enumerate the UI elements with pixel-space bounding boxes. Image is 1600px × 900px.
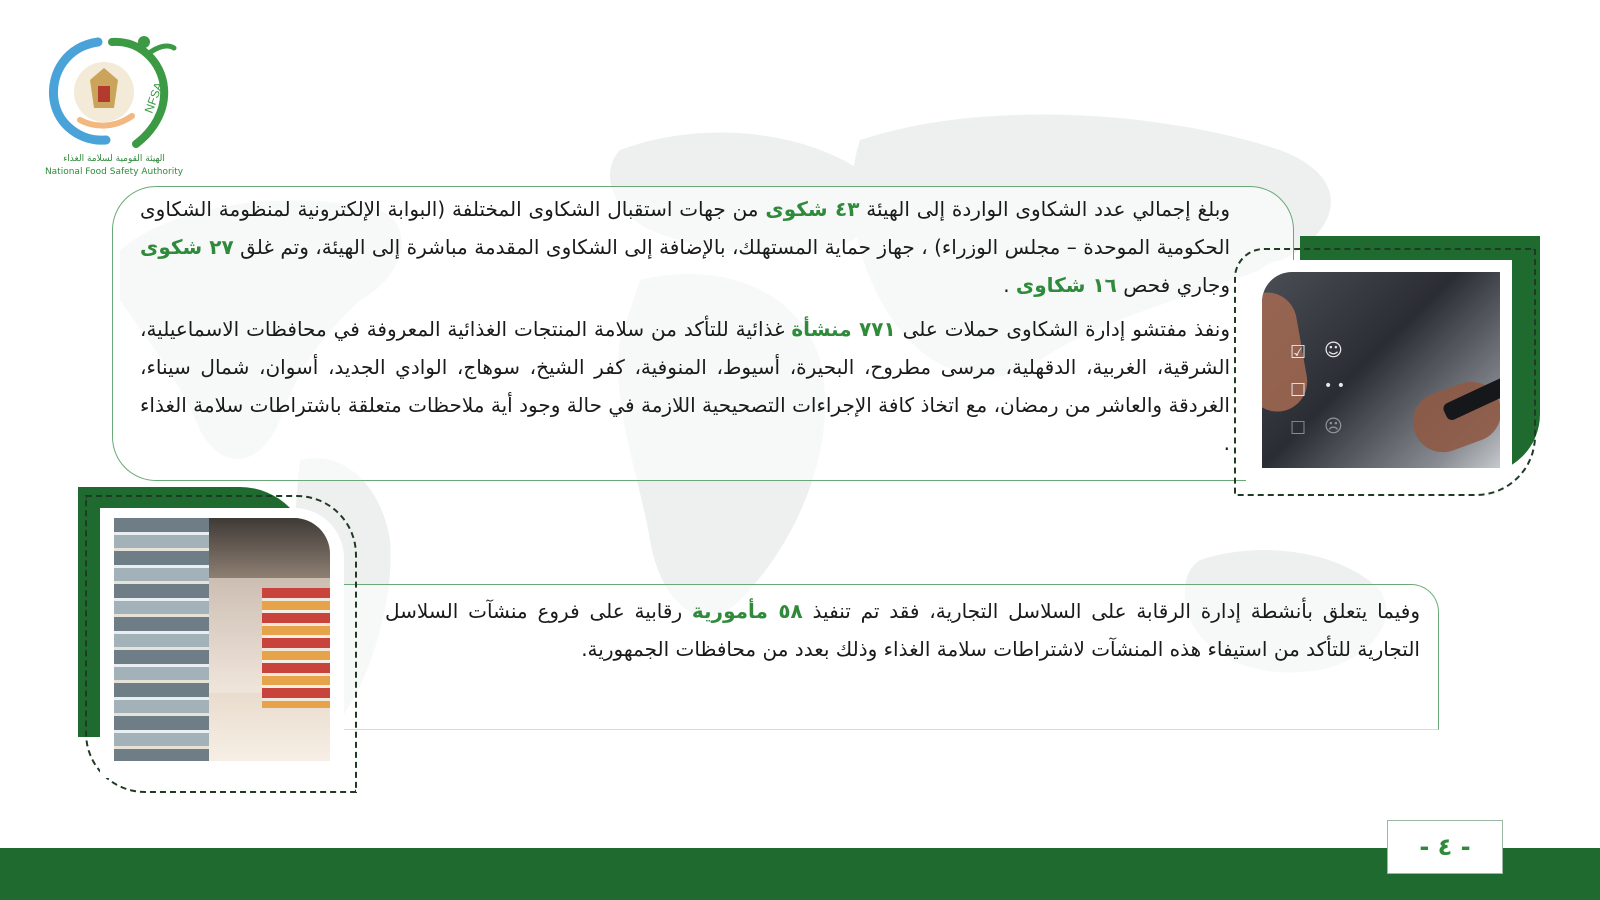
- footer-bar: [0, 848, 1600, 900]
- text-segment: وفيما يتعلق بأنشطة إدارة الرقابة على السلاسل التجارية، فقد تم تنفيذ: [802, 599, 1420, 623]
- checkbox-empty-icon: ☐: [1290, 380, 1307, 401]
- highlight-complaints-closed: ٢٧ شكوى: [140, 235, 234, 259]
- checkbox-checked-icon: ☑: [1290, 342, 1307, 363]
- highlight-facilities-count: ٧٧١ منشأة: [791, 317, 896, 341]
- logo-emblem-icon: [40, 28, 190, 153]
- feedback-photo: [1262, 272, 1500, 468]
- highlight-complaints-total: ٤٣ شكوى: [765, 197, 860, 221]
- highlight-missions-count: ٥٨ مأمورية: [691, 599, 803, 623]
- text-segment: .: [1003, 273, 1016, 297]
- text-segment: وجاري فحص: [1116, 273, 1230, 297]
- text-segment: وبلغ إجمالي عدد الشكاوى الواردة إلى الهيئة: [859, 197, 1230, 221]
- photo-shelves-right: [262, 588, 330, 708]
- logo-acronym: NFSA: [141, 80, 166, 116]
- page-number: - ٤ -: [1387, 820, 1503, 874]
- inspections-paragraph: [140, 310, 1230, 462]
- logo-name-ar: الهيئة القومية لسلامة الغذاء: [63, 154, 165, 164]
- text-segment: ونفذ مفتشو إدارة الشكاوى حملات على: [895, 317, 1230, 341]
- text-segment: رقابية على فروع منشآت السلاسل التجارية للتأكد من استيفاء هذه المنشآت لاشتراطات سلامة الغذاء وذلك بعدد من محافظات الجمهورية.: [385, 599, 1420, 661]
- commercial-chains-text: [385, 592, 1420, 668]
- complaints-paragraph: [140, 190, 1230, 304]
- text-segment: من جهات استقبال الشكاوى المختلفة (البوابة الإلكترونية لمنظومة الشكاوى الحكومية الموحدة – مجلس الوزراء) ، جهاز حماية المستهلك، بالإضافة إلى الشكاوى المقدمة مباشرة إلى الهيئة، وتم غلق: [140, 197, 1230, 259]
- photo-shelves-left: [114, 518, 209, 761]
- smile-face-icon: ☺: [1324, 340, 1343, 361]
- text-segment: غذائية للتأكد من سلامة المنتجات الغذائية المعروفة في محافظات الاسماعيلية، الشرقية، الغربية، الدقهلية، مرسى مطروح، البحيرة، أسيوط، المنوفية، كفر الشيخ، سوهاج، الوادي الجديد، أسوان، شمال سيناء، الغردقة والعاشر من رمضان، مع اتخاذ كافة الإجراءات التصحيحية اللازمة في حالة وجود أية ملاحظات متعلقة باشتراطات سلامة الغذاء .: [140, 317, 1230, 455]
- highlight-complaints-pending: ١٦ شكاوى: [1015, 273, 1117, 297]
- supermarket-photo: [114, 518, 330, 761]
- logo-name-en: National Food Safety Authority: [44, 167, 184, 177]
- checkbox-empty-icon: ☐: [1290, 418, 1307, 439]
- complaints-text: [140, 190, 1230, 468]
- commercial-chains-paragraph: [385, 592, 1420, 668]
- sad-face-icon: ☹: [1324, 416, 1343, 437]
- nfsa-logo: [40, 28, 190, 183]
- neutral-face-icon: • •: [1324, 378, 1345, 394]
